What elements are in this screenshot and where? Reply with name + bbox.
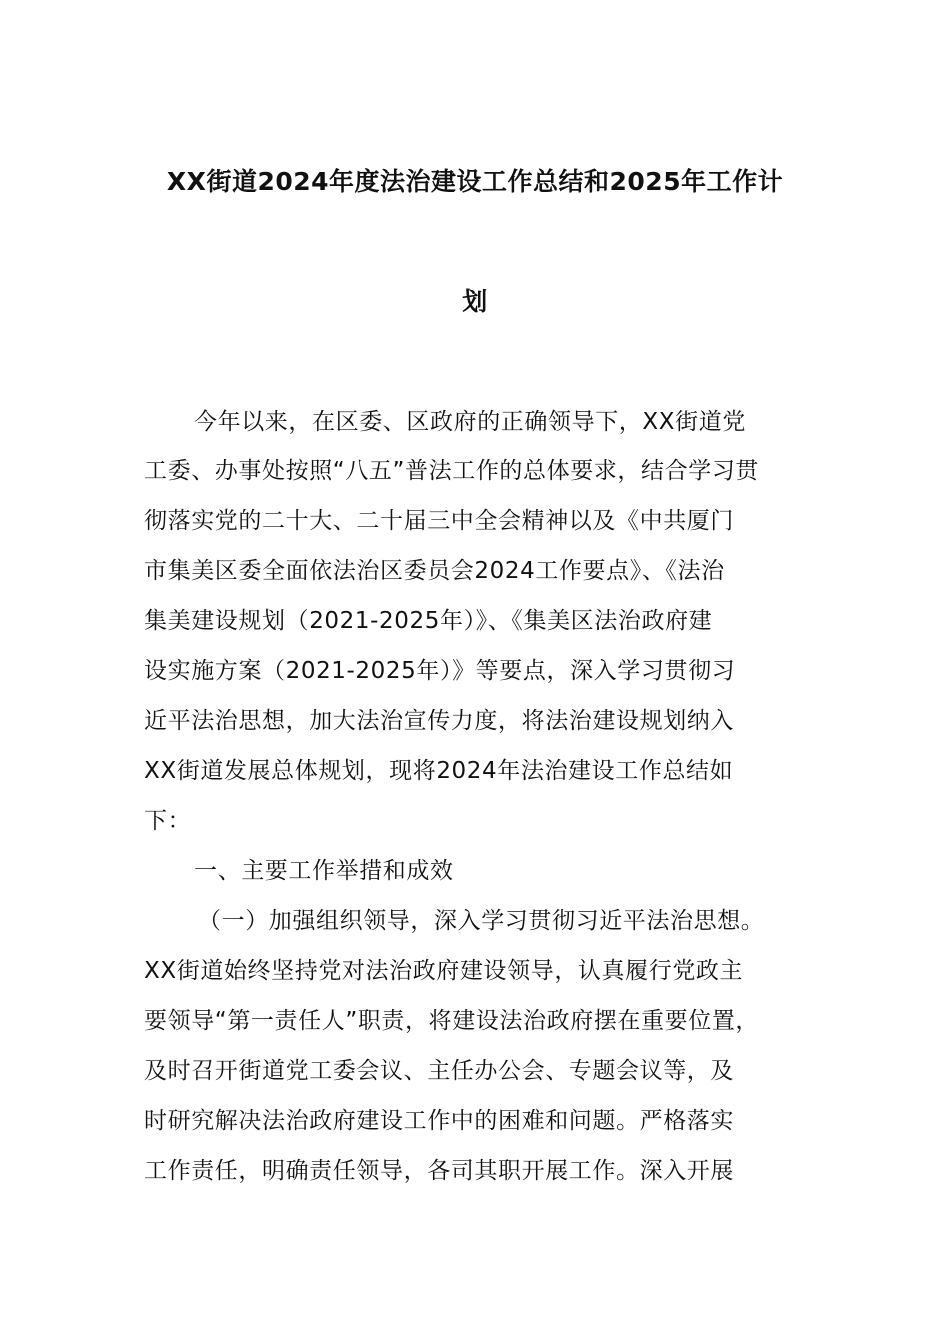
- paragraph-line: 要领导“第一责任人”职责，将建设法治政府摆在重要位置，: [144, 1008, 760, 1034]
- paragraph-line: 及时召开街道党工委会议、主任办公会、专题会议等，及: [144, 1058, 734, 1084]
- paragraph-line: 集美建设规划（2021-2025年）》、《集美区法治政府建: [144, 608, 713, 634]
- paragraph-line: 时研究解决法治政府建设工作中的困难和问题。严格落实: [144, 1108, 734, 1134]
- paragraph-line: 今年以来，在区委、区政府的正确领导下，XX街道党: [194, 409, 746, 435]
- paragraph-line: 设实施方案（2021-2025年）》等要点，深入学习贯彻习: [144, 658, 736, 684]
- paragraph-line: 下：: [144, 808, 192, 834]
- paragraph-line: 近平法治思想，加大法治宣传力度，将法治建设规划纳入: [144, 708, 734, 734]
- document-title-line-1: XX街道2024年度法治建设工作总结和2025年工作计: [166, 167, 784, 196]
- paragraph-line: 工委、办事处按照“八五”普法工作的总体要求，结合学习贯: [144, 458, 760, 484]
- paragraph-line: XX街道始终坚持党对法治政府建设领导，认真履行党政主: [144, 958, 744, 984]
- document-title-line-2: 划: [462, 287, 488, 316]
- paragraph-line: 彻落实党的二十大、二十届三中全会精神以及《中共厦门: [144, 508, 734, 534]
- subsection-heading: （一）加强组织领导，深入学习贯彻习近平法治思想。: [198, 908, 765, 934]
- section-heading: 一、主要工作举措和成效: [194, 858, 454, 884]
- paragraph-line: 市集美区委全面依法治区委员会2024工作要点》、《法治: [144, 558, 725, 584]
- paragraph-line: 工作责任，明确责任领导，各司其职开展工作。深入开展: [144, 1158, 734, 1184]
- paragraph-line: XX街道发展总体规划，现将2024年法治建设工作总结如: [144, 758, 734, 784]
